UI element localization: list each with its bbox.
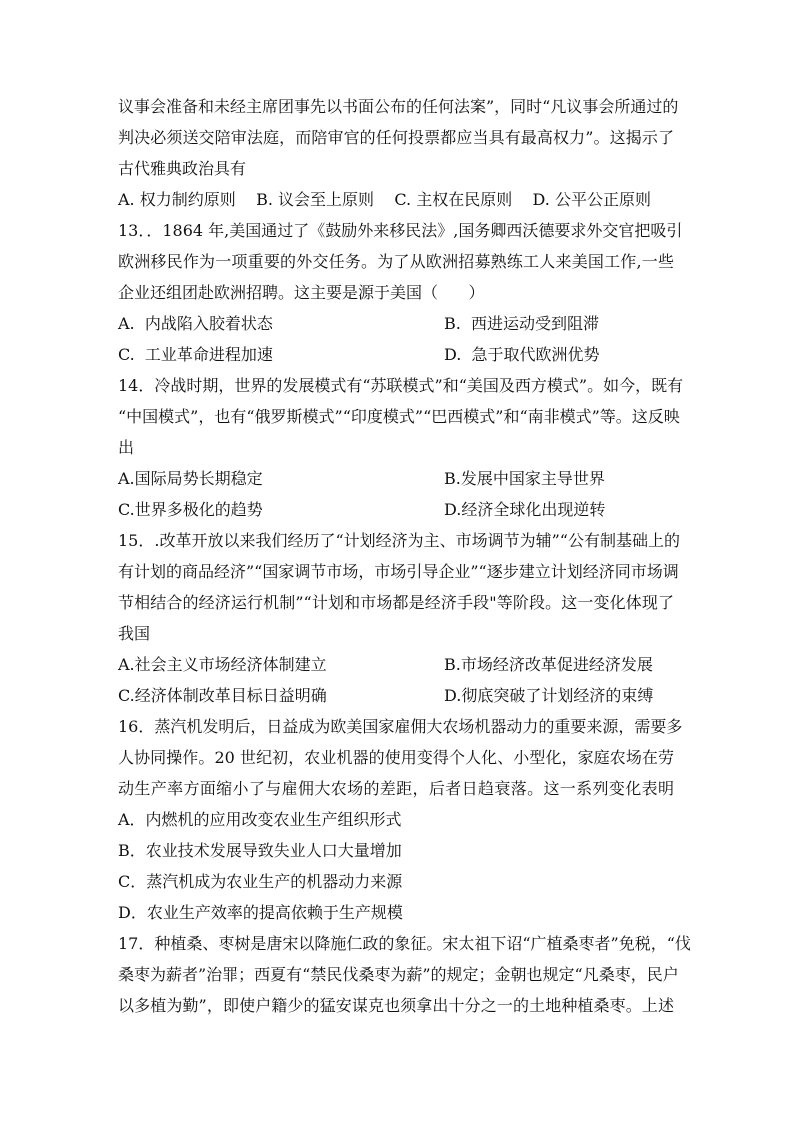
q16-option-c: C．蒸汽机成为农业生产的机器动力来源 bbox=[118, 872, 403, 891]
q15-option-c: C.经济体制改革目标日益明确 bbox=[118, 686, 327, 705]
q14-option-a: A.国际局势长期稳定 bbox=[118, 469, 263, 488]
q17-stem-line-2: 桑枣为薪者”治罪；西夏有“禁民伐桑枣为薪”的规定；金朝也规定“凡桑枣，民户 bbox=[118, 965, 679, 984]
q16-stem-line-2: 人协同操作。20 世纪初，农业机器的使用变得个人化、小型化，家庭农场在劳 bbox=[118, 748, 674, 767]
q13-option-d: D. 急于取代欧洲优势 bbox=[444, 345, 600, 364]
q15-stem-line-2: 有计划的商品经济”“国家调节市场，市场引导企业”“逐步建立计划经济同市场调 bbox=[118, 562, 679, 581]
q14-stem-line-3: 出 bbox=[118, 438, 135, 457]
q12-stem-line-3: 古代雅典政治具有 bbox=[118, 159, 247, 178]
q14-option-c: C.世界多极化的趋势 bbox=[118, 500, 263, 519]
q14-option-d: D.经济全球化出现逆转 bbox=[444, 500, 606, 519]
q16-option-d: D．农业生产效率的提高依赖于生产规模 bbox=[118, 903, 403, 922]
q15-option-d: D.彻底突破了计划经济的束缚 bbox=[444, 686, 654, 705]
q15-stem-line-3: 节相结合的经济运行机制”“计划和市场都是经济手段"等阶段。这一变化体现了 bbox=[118, 593, 674, 612]
q14-stem-line-2: “中国模式”，也有“俄罗斯模式”“印度模式”“巴西模式”和“南非模式”等。这反映 bbox=[118, 407, 680, 426]
q17-stem-line-1: 17．种植桑、枣树是唐宋以降施仁政的象征。宋太祖下诏“广植桑枣者”免税，“伐 bbox=[118, 934, 691, 953]
q14-stem-line-1: 14．冷战时期，世界的发展模式有“苏联模式”和“美国及西方模式”。如今，既有 bbox=[118, 376, 684, 395]
q13-stem-line-2: 欧洲移民作为一项重要的外交任务。为了从欧洲招募熟练工人来美国工作,一些 bbox=[118, 252, 674, 271]
q15-stem-line-4: 我国 bbox=[118, 624, 151, 643]
q15-option-b: B.市场经济改革促进经济发展 bbox=[444, 655, 653, 674]
q13-stem-line-3: 企业还组团赴欧洲招聘。这主要是源于美国（ ） bbox=[118, 283, 485, 302]
q12-stem-line-2: 判决必须送交陪审法庭，而陪审官的任何投票都应当具有最高权力”。这揭示了 bbox=[118, 128, 674, 147]
q17-stem-line-3: 以多植为勤”，即使户籍少的猛安谋克也须拿出十分之一的土地种植桑枣。上述 bbox=[118, 996, 674, 1015]
q13-option-a: A. 内战陷入胶着状态 bbox=[118, 314, 273, 333]
q16-stem-line-3: 动生产率方面缩小了与雇佣大农场的差距，后者日趋衰落。这一系列变化表明 bbox=[118, 779, 674, 798]
q16-option-b: B．农业技术发展导致失业人口大量增加 bbox=[118, 841, 402, 860]
q13-option-c: C. 工业革命进程加速 bbox=[118, 345, 273, 364]
q12-stem-line-1: 议事会准备和未经主席团事先以书面公布的任何法案”，同时“凡议事会所通过的 bbox=[118, 97, 679, 116]
q13-stem-line-1: 13．．1864 年,美国通过了《鼓励外来移民法》,国务卿西沃德要求外交官把吸引 bbox=[118, 221, 683, 240]
q16-option-a: A．内燃机的应用改变农业生产组织形式 bbox=[118, 810, 402, 829]
q13-option-b: B. 西进运动受到阻滞 bbox=[444, 314, 600, 333]
q16-stem-line-1: 16．蒸汽机发明后，日益成为欧美国家雇佣大农场机器动力的重要来源，需要多 bbox=[118, 717, 683, 736]
q14-option-b: B.发展中国家主导世界 bbox=[444, 469, 605, 488]
q15-option-a: A.社会主义市场经济体制建立 bbox=[118, 655, 327, 674]
q15-stem-line-1: 15．.改革开放以来我们经历了“计划经济为主、市场调节为辅”“公有制基础上的 bbox=[118, 531, 680, 550]
q12-options: A. 权力制约原则 B. 议会至上原则 C. 主权在民原则 D. 公平公正原则 bbox=[118, 190, 651, 209]
